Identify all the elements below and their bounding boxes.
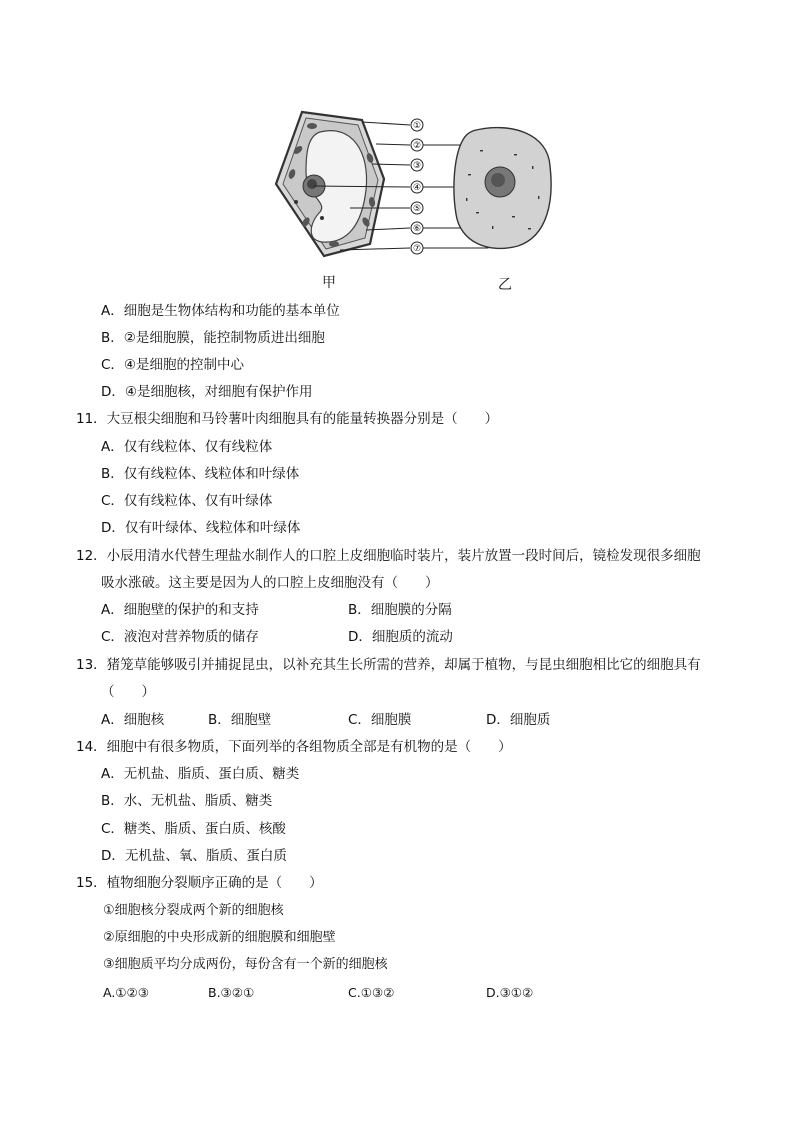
q12-stem-line1: 12．小辰用清水代替生理盐水制作人的口腔上皮细胞临时装片，装片放置一段时间后，镜检发现很多细胞 [76,548,701,564]
caption-animal-cell: 乙 [498,277,512,293]
label-text-4: ④ [412,183,422,193]
q13-stem-line1: 13．猪笼草能够吸引并捕捉昆虫，以补充其生长所需的营养，却属于植物，与昆虫细胞相比它的细胞具有 [76,657,701,673]
q13-option-d: D．细胞质 [486,712,551,728]
cell-diagram-svg [262,104,562,294]
leader-line-1 [362,122,410,125]
q12-option-a: A．细胞壁的保护的和支持 [101,602,259,618]
chloroplast [329,241,339,247]
caption-plant-cell: 甲 [322,275,336,291]
q10-option-c: C．④是细胞的控制中心 [101,357,245,373]
animal-nucleolus [491,173,505,187]
q15-step-2: ②原细胞的中央形成新的细胞膜和细胞壁 [103,930,336,945]
q11-option-b: B．仅有线粒体、线粒体和叶绿体 [101,466,300,482]
q12-option-b: B．细胞膜的分隔 [348,602,452,618]
q13-option-a: A．细胞核 [101,712,165,728]
q12-option-d: D．细胞质的流动 [348,629,453,645]
q12-option-c: C．液泡对营养物质的储存 [101,629,259,645]
q15-step-3: ③细胞质平均分成两份，每份含有一个新的细胞核 [103,957,388,972]
label-text-3: ③ [412,161,422,171]
q14-stem: 14．细胞中有很多物质，下面列举的各组物质全部是有机物的是（ ） [76,739,512,755]
q11-option-c: C．仅有线粒体、仅有叶绿体 [101,493,273,509]
q13-option-c: C．细胞膜 [348,712,412,728]
q11-option-d: D．仅有叶绿体、线粒体和叶绿体 [101,520,301,536]
q14-option-a: A．无机盐、脂质、蛋白质、糖类 [101,766,300,782]
chloroplast [307,123,317,129]
q15-stem: 15．植物细胞分裂顺序正确的是（ ） [76,875,323,891]
label-text-1: ① [412,121,422,131]
q15-option-b: B.③②① [208,985,255,1000]
q13-stem-line2: （ ） [101,684,155,700]
leader-line-2 [376,144,410,145]
q15-option-c: C.①③② [348,985,395,1000]
q15-option-d: D.③①② [486,985,534,1000]
q10-option-a: A．细胞是生物体结构和功能的基本单位 [101,303,340,319]
cell-diagram [262,104,562,294]
q15-step-1: ①细胞核分裂成两个新的细胞核 [103,903,284,918]
label-text-6: ⑥ [412,224,422,234]
q10-option-b: B．②是细胞膜，能控制物质进出细胞 [101,330,325,346]
q14-option-d: D．无机盐、氧、脂质、蛋白质 [101,848,287,864]
mitochondrion [320,216,324,220]
label-text-7: ⑦ [412,244,422,254]
q11-stem: 11．大豆根尖细胞和马铃薯叶肉细胞具有的能量转换器分别是（ ） [76,411,499,427]
label-text-5: ⑤ [412,204,422,214]
q11-option-a: A．仅有线粒体、仅有线粒体 [101,439,273,455]
q14-option-c: C．糖类、脂质、蛋白质、核酸 [101,821,286,837]
label-text-2: ② [412,141,422,151]
mitochondrion [294,200,298,204]
q13-option-b: B．细胞壁 [208,712,272,728]
q15-option-a: A.①②③ [103,985,149,1000]
plant-nucleolus [307,179,317,189]
q10-option-d: D．④是细胞核，对细胞有保护作用 [101,384,313,400]
q14-option-b: B．水、无机盐、脂质、糖类 [101,793,273,809]
q12-stem-line2: 吸水涨破。这主要是因为人的口腔上皮细胞没有（ ） [101,575,439,591]
